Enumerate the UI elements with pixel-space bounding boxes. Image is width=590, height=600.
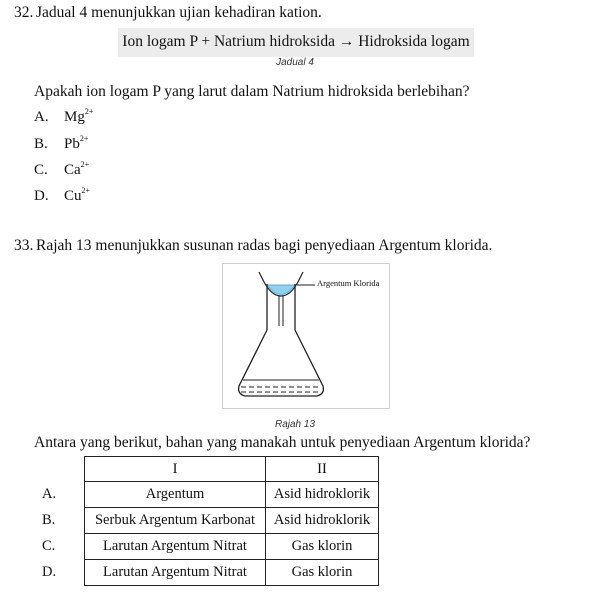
cell-col2: Gas klorin [266,560,379,586]
cell-col1: Argentum [85,482,266,508]
option-b[interactable] [34,134,88,153]
cell-col1: Serbuk Argentum Karbonat [85,508,266,534]
row-letter: A. [42,486,57,502]
table-row[interactable] [36,560,379,586]
option-ion: Cu [64,188,82,204]
answer-table [36,456,379,586]
option-charge: 2+ [84,107,94,116]
question-text: Jadual 4 menunjukkan ujian kehadiran kation. [36,4,322,21]
option-letter: A. [34,109,49,125]
table-caption: Jadual 4 [276,57,314,68]
row-letter: B. [42,512,56,528]
option-ion: Mg [64,109,85,125]
question-33-header [14,237,492,255]
equation-text: Ion logam P + Natrium hidroksida → Hidroksida logam [122,33,470,50]
table-row[interactable] [36,482,379,508]
argentum-klorida-label: Argentum Klorida [317,278,380,288]
option-charge: 2+ [79,134,89,143]
cell-col1: Larutan Argentum Nitrat [85,560,266,586]
table-row[interactable] [36,508,379,534]
question-32-header [14,4,322,22]
apparatus-figure [222,263,390,409]
option-letter: B. [34,136,48,152]
option-letter: C. [34,162,48,178]
option-d[interactable] [34,186,90,205]
table-row[interactable] [36,534,379,560]
conical-flask-body [239,330,324,396]
option-ion: Ca [64,162,81,178]
answer-table-container [36,456,379,586]
figure-caption: Rajah 13 [274,419,316,430]
option-c[interactable] [34,160,89,179]
option-ion: Pb [64,136,80,152]
question-number: 33. [14,237,34,254]
cell-col2: Asid hidroklorik [266,508,379,534]
cell-col2: Asid hidroklorik [266,482,379,508]
column-header-ii: II [266,457,379,482]
row-letter: C. [42,538,56,554]
option-charge: 2+ [81,186,91,195]
option-charge: 2+ [80,160,90,169]
cell-col1: Larutan Argentum Nitrat [85,534,266,560]
question-number: 32. [14,4,34,21]
question-prompt: Antara yang berikut, bahan yang manakah untuk penyediaan Argentum klorida? [34,434,531,451]
row-letter: D. [42,564,57,580]
argentum-chloride-residue [267,285,295,295]
header-spacer [36,457,85,482]
option-letter: D. [34,188,49,204]
column-header-i: I [85,457,266,482]
equation-box [118,28,474,57]
question-text: Rajah 13 menunjukkan susunan radas bagi penyediaan Argentum klorida. [36,237,493,254]
table-header-row [36,457,379,482]
question-prompt: Apakah ion logam P yang larut dalam Natrium hidroksida berlebihan? [34,83,470,100]
option-a[interactable] [34,107,93,126]
cell-col2: Gas klorin [266,534,379,560]
